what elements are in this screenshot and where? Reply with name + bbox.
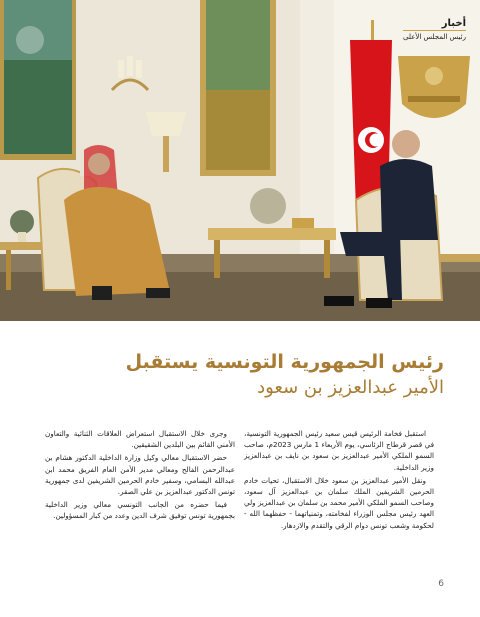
paragraph: فيما حضره من الجانب التونسي معالي وزير الداخلية بجمهورية تونس توفيق شرف الدين وعدد من كبار المسؤولين. xyxy=(45,500,235,521)
section-subtitle: رئيس المجلس الأعلى xyxy=(403,30,466,42)
paragraph: استقبل فخامة الرئيس قيس سعيد رئيس الجمهورية التونسية، في قصر قرطاج الرئاسي، يوم الأربعاء 1 مارس 2023م، صاحب السمو الملكي الأمير عبدالعزيز بن سعود بن نايف بن عبدالعزيز وزير الداخلية. xyxy=(244,429,435,472)
article-headline xyxy=(34,350,444,400)
section-title: أخبار xyxy=(441,18,466,29)
coat-of-arms xyxy=(398,56,470,118)
headline-line-2: الأمير عبدالعزيز بن سعود xyxy=(257,377,444,398)
page-number: 6 xyxy=(438,579,444,589)
headline-line-1: رئيس الجمهورية التونسية يستقبل xyxy=(125,351,444,373)
paragraph: ونقل الأمير عبدالعزيز بن سعود خلال الاستقبال، تحيات خادم الحرمين الشريفين الملك سلمان بن عبدالعزيز آل سعود، وصاحب السمو الملكي الأمير محمد بن سلمان بن عبدالعزيز ولي العهد رئيس مجلس الوزراء لفخامته، وتمنياتهما - حفظهما الله - لحكومة وشعب تونس دوام الرقي والتقدم والازدهار. xyxy=(244,475,434,530)
article-column-left xyxy=(45,428,235,524)
section-header xyxy=(403,18,466,42)
paragraph: وجرى خلال الاستقبال استعراض العلاقات الثنائية والتعاون الأمني القائم بين البلدين الشقيقين. xyxy=(45,429,235,450)
article-column-right xyxy=(244,428,434,533)
paragraph: حضر الاستقبال معالي وكيل وزارة الداخلية الدكتور هشام بن عبدالرحمن الفالح ومعالي مدير الأمن العام الفريق محمد ابن عبدالله البسامي، وسفير خادم الحرمين الشريفين لدى جمهورية تونس الدكتور عبدالعزيز بن علي الصقر. xyxy=(45,453,235,497)
